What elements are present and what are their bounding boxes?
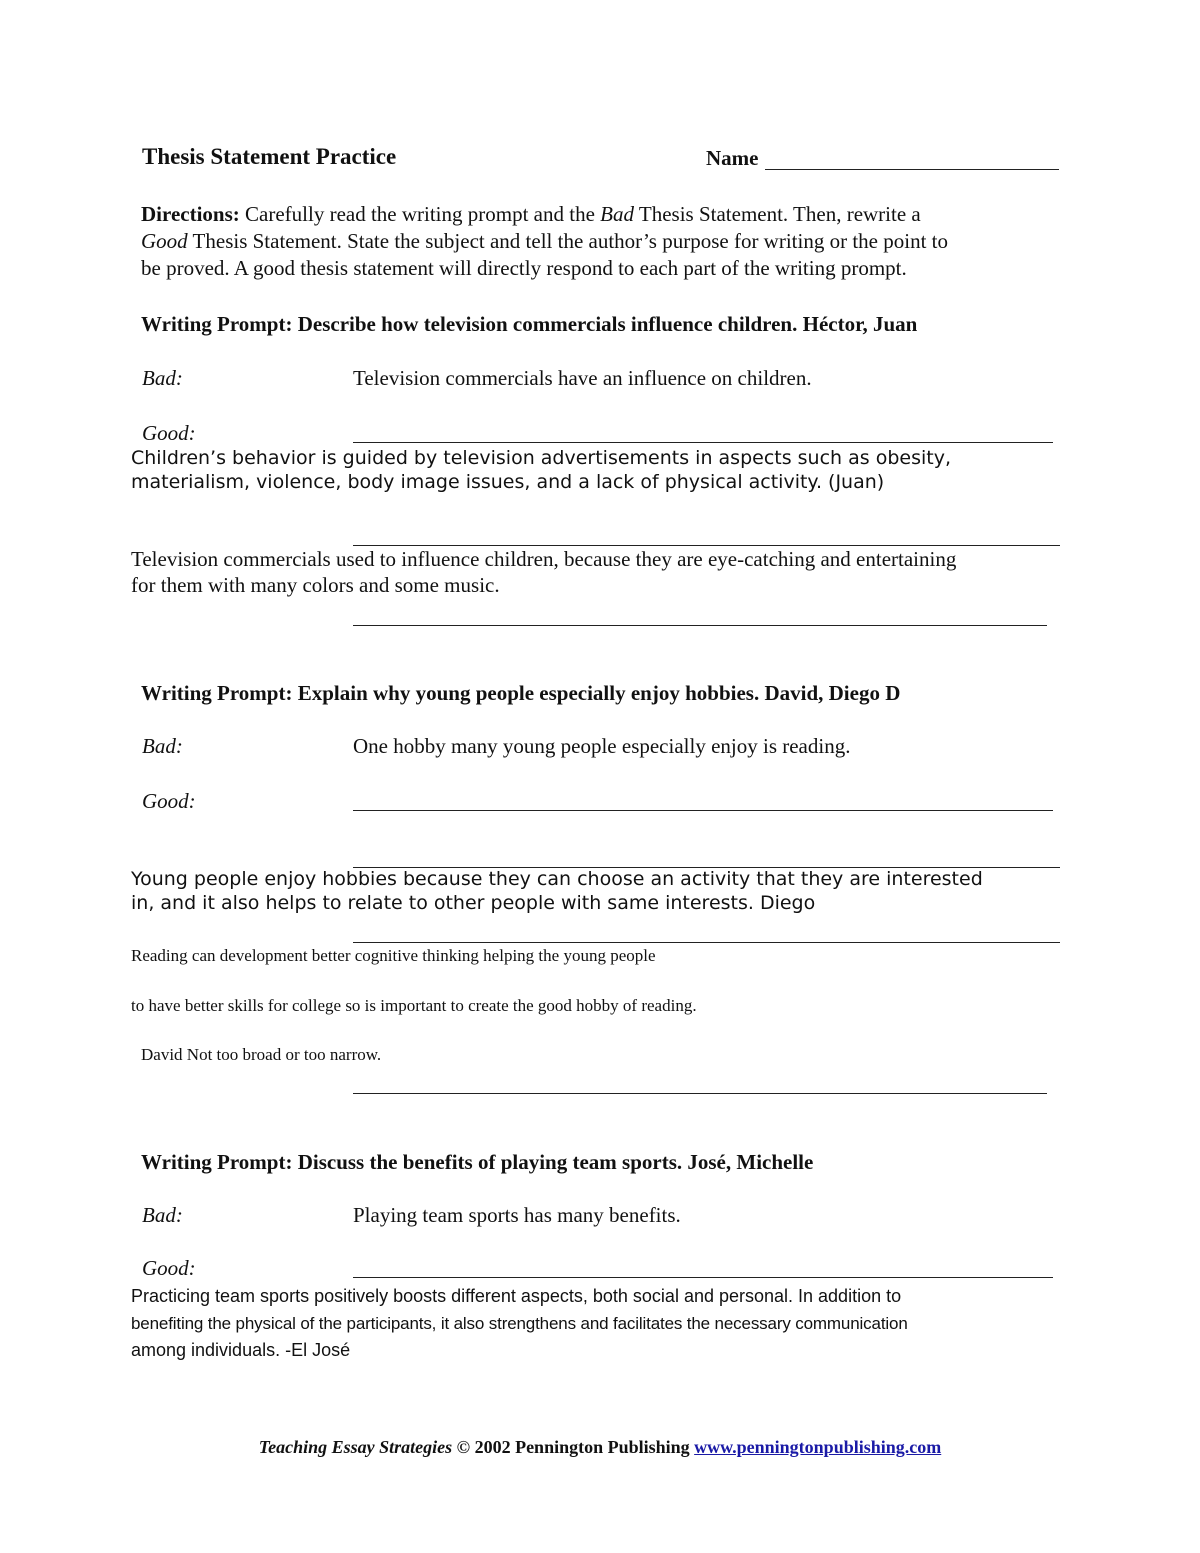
directions-line-1: Directions: Carefully read the writing prompt and the Bad Thesis Statement. Then, rewrite a — [141, 202, 921, 226]
writing-prompt-1: Writing Prompt: Describe how television commercials influence children. Héctor, Juan — [141, 312, 918, 336]
publisher-link[interactable]: www.penningtonpublishing.com — [694, 1437, 942, 1457]
answer-line[interactable] — [353, 810, 1053, 811]
directions-line-2: Good Thesis Statement. State the subject and tell the author’s purpose for writing or the point to — [141, 229, 948, 253]
directions-line-3: be proved. A good thesis statement will directly respond to each part of the writing prompt. — [141, 256, 907, 280]
name-label: Name — [706, 146, 759, 170]
answer-text: among individuals. -El José — [131, 1340, 351, 1360]
answer-text: Young people enjoy hobbies because they can choose an activity that they are interested — [131, 868, 983, 890]
good-label: Good: — [142, 789, 196, 813]
answer-text: Reading can development better cognitive thinking helping the young people — [131, 946, 656, 965]
answer-text: David Not too broad or too narrow. — [141, 1045, 382, 1064]
bad-thesis-3: Playing team sports has many benefits. — [353, 1203, 681, 1227]
answer-text: materialism, violence, body image issues, and a lack of physical activity. (Juan) — [131, 471, 885, 493]
bad-label: Bad: — [142, 734, 183, 758]
answer-text: Children’s behavior is guided by television advertisements in aspects such as obesity, — [131, 447, 951, 469]
answer-text: benefiting the physical of the participants, it also strengthens and facilitates the necessary communication — [131, 1314, 908, 1333]
answer-line[interactable] — [353, 942, 1060, 943]
writing-prompt-3: Writing Prompt: Discuss the benefits of playing team sports. José, Michelle — [141, 1150, 814, 1174]
footer — [0, 1437, 1200, 1458]
page-title: Thesis Statement Practice — [142, 144, 397, 169]
answer-line[interactable] — [353, 625, 1047, 626]
bad-label: Bad: — [142, 1203, 183, 1227]
answer-line[interactable] — [353, 1093, 1047, 1094]
bad-thesis-2: One hobby many young people especially enjoy is reading. — [353, 734, 851, 758]
answer-line[interactable] — [353, 442, 1053, 443]
answer-line[interactable] — [353, 1277, 1053, 1278]
answer-text: Television commercials used to influence children, because they are eye-catching and entertaining — [131, 547, 957, 571]
bad-label: Bad: — [142, 366, 183, 390]
footer-copyright: © 2002 Pennington Publishing — [452, 1437, 695, 1457]
directions-label: Directions: — [141, 202, 240, 226]
answer-text: to have better skills for college so is important to create the good hobby of reading. — [131, 996, 697, 1015]
name-blank-line[interactable] — [765, 169, 1059, 170]
answer-text: in, and it also helps to relate to other people with same interests. Diego — [131, 892, 816, 914]
bad-thesis-1: Television commercials have an influence on children. — [353, 366, 812, 390]
good-label: Good: — [142, 1256, 196, 1280]
footer-book-title: Teaching Essay Strategies — [258, 1437, 453, 1457]
answer-text: for them with many colors and some music. — [131, 573, 500, 597]
answer-text: Practicing team sports positively boosts different aspects, both social and personal. In addition to — [131, 1286, 902, 1306]
writing-prompt-2: Writing Prompt: Explain why young people especially enjoy hobbies. David, Diego D — [141, 681, 901, 705]
good-label: Good: — [142, 421, 196, 445]
